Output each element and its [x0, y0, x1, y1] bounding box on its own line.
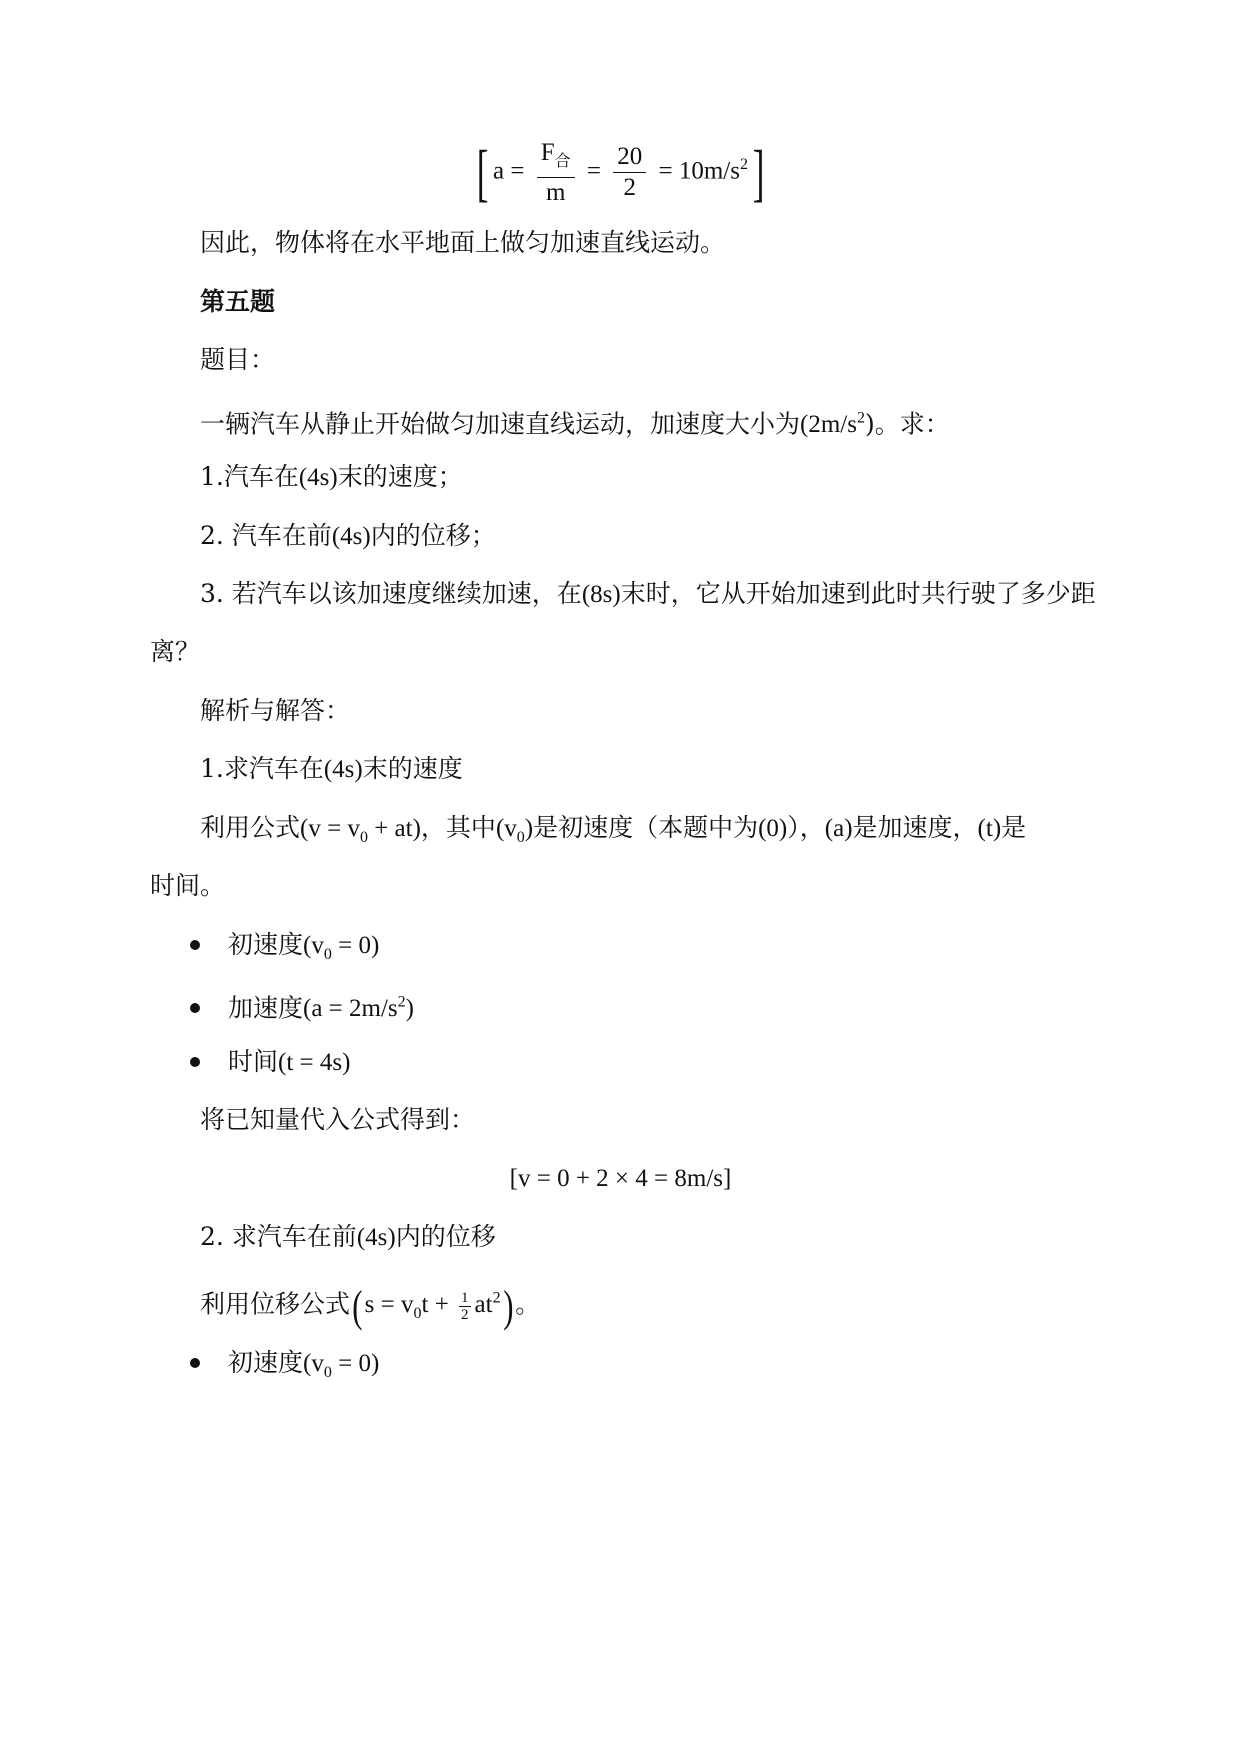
question-intro	[0, 402, 1241, 442]
bullet-initial-velocity-2	[0, 1346, 1241, 1390]
b4-sub: 0	[323, 1364, 332, 1381]
q-intro-math	[800, 411, 865, 438]
s1f-c: 是初速度（本题中为	[533, 813, 759, 842]
q-intro-sup: 2	[856, 410, 865, 427]
b1-sub: 0	[323, 946, 332, 963]
eq-m: m	[545, 178, 566, 206]
bullet-dot	[190, 940, 200, 950]
q-intro-text: 一辆汽车从静止开始做匀加速直线运动，加速度大小为	[200, 409, 801, 439]
s1f-sub3: 0	[516, 829, 525, 846]
q2-text-b: 内的位移；	[370, 521, 496, 550]
b4-m2: = 0)	[331, 1350, 380, 1377]
solution-2-heading	[0, 1220, 1241, 1255]
q2-math: (4s)	[331, 523, 371, 550]
q-intro-math-text: (2m/s	[800, 411, 857, 439]
fraction-20-over-2	[613, 142, 646, 203]
s2-text-b: 内的位移	[395, 1222, 496, 1251]
eq-equals: =	[510, 157, 525, 185]
eq-he: 合	[554, 152, 571, 170]
left-bracket: [	[476, 136, 489, 208]
right-bracket: ]	[752, 136, 765, 208]
q3-math: (8s)	[581, 581, 621, 608]
s1f-f: 是	[1001, 813, 1027, 842]
question-3	[0, 577, 1241, 612]
s2f-m3: at	[474, 1291, 493, 1319]
s1f-m1-text: (v = v	[300, 815, 360, 842]
eq-result-sup: 2	[739, 156, 748, 173]
s2f-sup: 2	[492, 1290, 501, 1307]
eq-2: 2	[623, 174, 636, 202]
q3-text-b: 末时，它从开始加速到此时共行驶了多少距	[620, 579, 1096, 608]
question-3-cont: 离？	[150, 637, 201, 666]
s1f-a: 利用公式	[200, 813, 301, 842]
bullet-dot	[190, 1057, 200, 1067]
b1-m2: = 0)	[331, 932, 380, 959]
s1-text-b: 末的速度	[362, 754, 463, 783]
s1f-m7: (t)	[977, 815, 1002, 842]
solution-1-formula-cont: 时间。	[150, 871, 226, 900]
bullet-dot	[190, 1003, 200, 1013]
b4-m1: (v	[303, 1350, 324, 1377]
s1f-e: 是加速度，	[852, 813, 978, 842]
s1f-m1	[300, 815, 421, 846]
eq-20: 20	[613, 142, 646, 173]
q3-text-a: 3. 若汽车以该加速度继续加速，在	[200, 579, 582, 608]
s2f-math	[350, 1281, 515, 1331]
s2f-frac-n: 1	[461, 1290, 469, 1307]
s2f-a: 利用位移公式	[200, 1289, 351, 1319]
eq-equals-3: =	[658, 157, 673, 185]
s1-text-a: 1.求汽车在	[200, 754, 324, 783]
s2-text-a: 2. 求汽车在前	[200, 1222, 357, 1251]
solution-1-heading	[0, 752, 1241, 787]
s2f-b: 。	[515, 1289, 541, 1319]
b4-label: 初速度	[228, 1348, 304, 1377]
equation-velocity: [v = 0 + 2 × 4 = 8m/s]	[509, 1165, 732, 1192]
q1-math: (4s)	[298, 464, 338, 491]
solution-1-formula	[0, 811, 1241, 855]
question-2	[0, 519, 1241, 554]
s2f-m1: s = v	[364, 1291, 414, 1319]
q-intro-end: )。求：	[864, 409, 950, 439]
label-question: 题目：	[200, 345, 276, 374]
section-title: 第五题	[200, 287, 276, 316]
eq-F: F	[540, 138, 555, 166]
b2-m2: )	[405, 995, 414, 1023]
s1f-m6: (a)	[824, 815, 853, 842]
solution-2-formula	[0, 1279, 1241, 1334]
s1f-m3	[495, 815, 534, 846]
q1-text-b: 末的速度；	[337, 462, 463, 491]
b2-sup: 2	[397, 994, 406, 1011]
s2f-frac	[459, 1290, 471, 1323]
s1f-m5: (0)	[758, 815, 788, 842]
b2-label: 加速度	[228, 993, 304, 1023]
bullet-time	[0, 1045, 1241, 1080]
b3-math: (t = 4s)	[278, 1049, 351, 1076]
fraction-F-over-m	[537, 138, 575, 208]
substitute-text: 将已知量代入公式得到：	[200, 1105, 476, 1134]
s2f-frac-d: 2	[461, 1307, 469, 1324]
q1-text-a: 1.汽车在	[200, 462, 299, 491]
s1f-m2: + at)	[367, 815, 421, 842]
b4-math	[303, 1350, 380, 1381]
s2f-rparen: )	[502, 1281, 514, 1331]
bullet-initial-velocity	[0, 928, 1241, 972]
bullet-acceleration	[0, 986, 1241, 1026]
b2-m1: (a = 2m/s	[303, 995, 398, 1023]
b1-math	[303, 932, 380, 963]
s2f-sub: 0	[413, 1305, 422, 1323]
s1f-m3-text: (v	[495, 815, 517, 842]
b1-label: 初速度	[228, 930, 304, 959]
question-1	[0, 460, 1241, 495]
q2-text-a: 2. 汽车在前	[200, 521, 332, 550]
s1f-m4: )	[524, 815, 534, 842]
b3-label: 时间	[228, 1047, 279, 1076]
paragraph-conclusion: 因此，物体将在水平地面上做匀加速直线运动。	[200, 228, 726, 257]
s1f-sub1: 0	[359, 829, 368, 846]
eq-result: 10m/s	[678, 157, 740, 185]
eq-equals-2: =	[586, 157, 601, 185]
s2-math: (4s)	[356, 1224, 396, 1251]
s1f-d: ），	[787, 813, 825, 842]
s2f-m2: t +	[421, 1291, 456, 1319]
equation-acceleration	[0, 130, 1241, 208]
eq-a: a	[493, 157, 505, 185]
s2f-lparen: (	[352, 1281, 363, 1331]
s1-math: (4s)	[323, 756, 363, 783]
bullet-dot	[190, 1358, 200, 1368]
b1-m1: (v	[303, 932, 324, 959]
b2-math	[303, 995, 414, 1022]
s1f-b: ，其中	[420, 813, 496, 842]
label-answer: 解析与解答：	[200, 696, 351, 725]
